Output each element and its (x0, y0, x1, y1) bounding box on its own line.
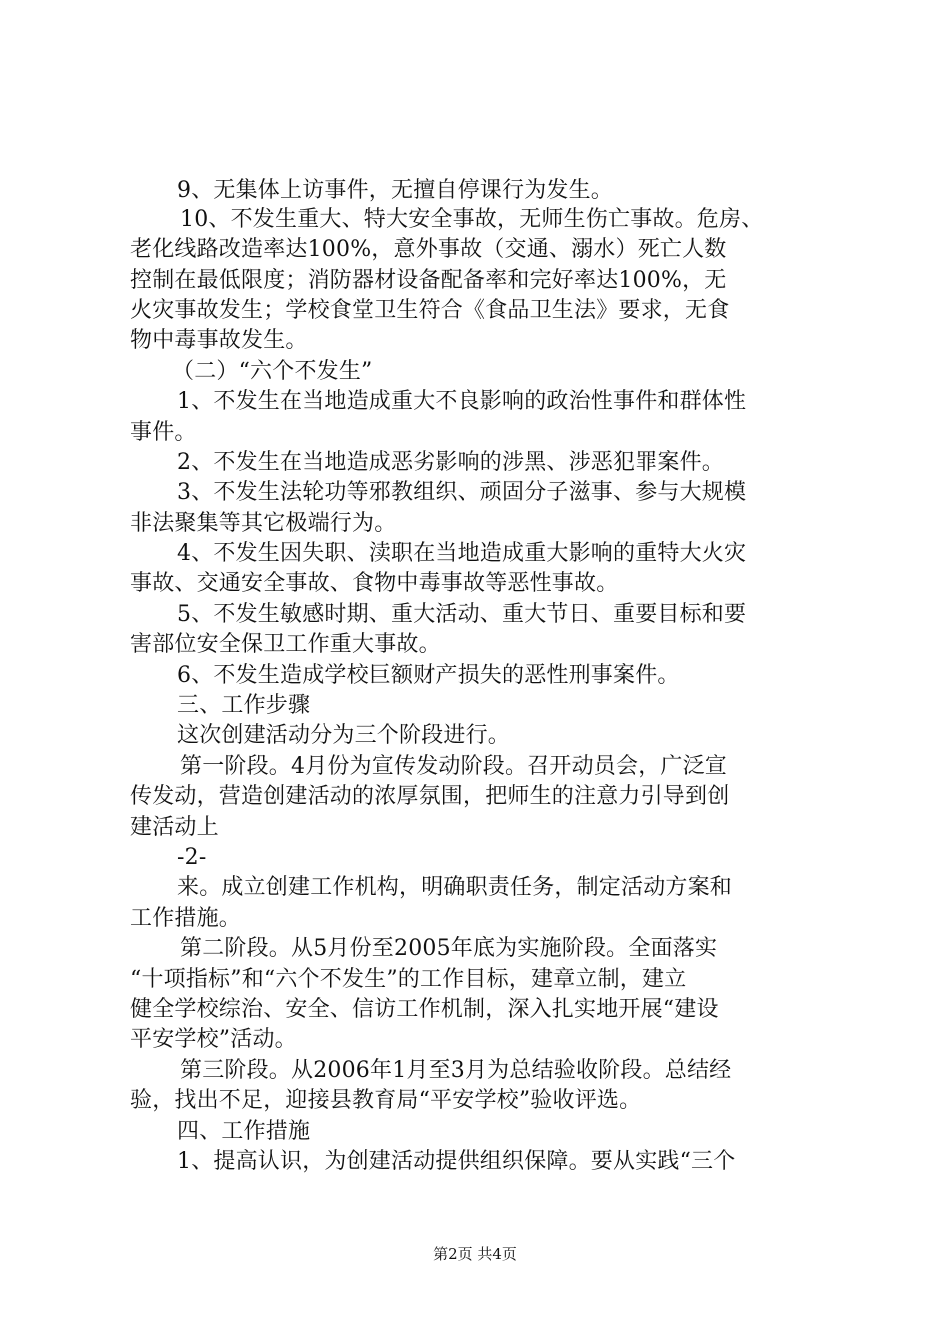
text-line: 4、不发生因失职、渎职在当地造成重大影响的重特大火灾 (177, 541, 747, 566)
text-line: 事故、交通安全事故、食物中毒事故等恶性事故。 (130, 571, 619, 596)
text-line: 建活动上 (130, 815, 219, 840)
text-line: 1、提高认识，为创建活动提供组织保障。要从实践“三个 (177, 1149, 736, 1174)
text-line: 5、不发生敏感时期、重大活动、重大节日、重要目标和要 (177, 602, 747, 627)
text-line: 第三阶段。从2006年1月至3月为总结验收阶段。总结经 (180, 1058, 732, 1083)
text-line: 这次创建活动分为三个阶段进行。 (177, 723, 511, 748)
text-line: 平安学校”活动。 (130, 1027, 297, 1052)
text-line: 传发动，营造创建活动的浓厚氛围，把师生的注意力引导到创 (130, 784, 730, 809)
text-line: 物中毒事故发生。 (130, 328, 308, 353)
text-line: 2、不发生在当地造成恶劣影响的涉黑、涉恶犯罪案件。 (177, 450, 724, 475)
text-line: 事件。 (130, 420, 197, 445)
text-line: 来。成立创建工作机构，明确职责任务，制定活动方案和 (177, 875, 733, 900)
text-line: 第一阶段。4月份为宣传发动阶段。召开动员会，广泛宣 (180, 754, 727, 779)
text-line: 害部位安全保卫工作重大事故。 (130, 632, 441, 657)
text-line: 非法聚集等其它极端行为。 (130, 511, 397, 536)
page-footer: 第2页 共4页 (433, 1245, 517, 1263)
text-line: 老化线路改造率达100%，意外事故（交通、溺水）死亡人数 (130, 237, 727, 262)
text-line: 第二阶段。从5月份至2005年底为实施阶段。全面落实 (180, 936, 718, 961)
section-heading: 三、工作步骤 (177, 693, 311, 718)
text-line: 9、无集体上访事件，无擅自停课行为发生。 (177, 178, 613, 203)
text-line: 6、不发生造成学校巨额财产损失的恶性刑事案件。 (177, 663, 680, 688)
text-line: 验，找出不足，迎接县教育局“平安学校”验收评选。 (130, 1088, 642, 1113)
text-line: 控制在最低限度；消防器材设备配备率和完好率达100%，无 (130, 268, 727, 293)
section-heading: 四、工作措施 (177, 1119, 311, 1144)
text-line: 3、不发生法轮功等邪教组织、顽固分子滋事、参与大规模 (177, 480, 747, 505)
text-line: “十项指标”和“六个不发生”的工作目标，建章立制，建立 (130, 967, 687, 992)
text-line: 健全学校综治、安全、信访工作机制，深入扎实地开展“建设 (130, 997, 719, 1022)
text-line: 10、不发生重大、特大安全事故，无师生伤亡事故。危房、 (180, 207, 764, 232)
section-heading: （二）“六个不发生” (172, 359, 373, 384)
inline-page-marker: -2- (177, 845, 207, 870)
text-line: 火灾事故发生；学校食堂卫生符合《食品卫生法》要求，无食 (130, 298, 730, 323)
text-line: 1、不发生在当地造成重大不良影响的政治性事件和群体性 (177, 389, 747, 414)
text-line: 工作措施。 (130, 906, 242, 931)
